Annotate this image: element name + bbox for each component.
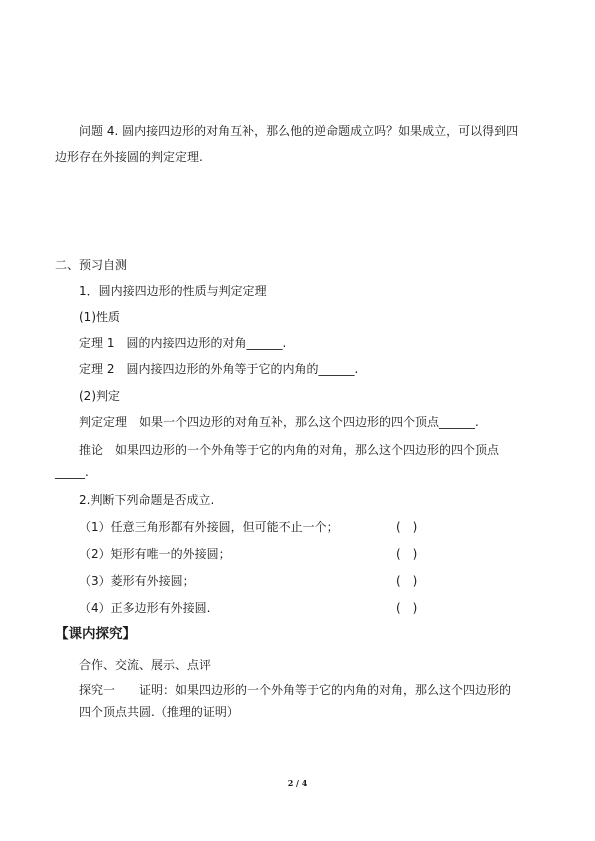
judgment-item: （1）任意三角形都有外接圆，但可能不止一个；	[79, 520, 339, 534]
judge-theorem: 判定定理 如果一个四边形的对角互补，那么这个四边形的四个顶点______.	[79, 415, 479, 429]
judgment-item: （2）矩形有唯一的外接圆；	[79, 547, 231, 561]
question-4-line-2: 边形存在外接圆的判定定理.	[55, 150, 203, 164]
judgment-item: （3）菱形有外接圆；	[79, 574, 195, 588]
judgment-mark: ( )	[396, 574, 418, 588]
explore-line-1: 探究一 证明：如果四边形的一个外角等于它的内角的对角，那么这个四边形的	[79, 683, 512, 697]
corollary-line-2: _____.	[55, 465, 89, 479]
corollary-line-1: 推论 如果四边形的一个外角等于它的内角的对角，那么这个四边形的四个顶点	[79, 443, 500, 457]
judgment-mark: ( )	[396, 520, 418, 534]
question-4-line-1: 问题 4. 圆内接四边形的对角互补，那么他的逆命题成立吗？如果成立，可以得到四	[79, 124, 519, 138]
page-number: 2 / 4	[287, 778, 308, 788]
explore-heading: 【课内探究】	[55, 626, 136, 642]
explore-subtitle: 合作、交流、展示、点评	[79, 658, 212, 672]
judgment-mark: ( )	[396, 547, 418, 561]
property-label: (1)性质	[79, 310, 120, 324]
judgment-mark: ( )	[396, 601, 418, 615]
judge-label: (2)判定	[79, 389, 120, 403]
preview-item-2: 2.判断下列命题是否成立.	[79, 493, 215, 507]
preview-heading: 二、预习自测	[55, 258, 128, 272]
theorem-1: 定理 1 圆的内接四边形的对角______.	[79, 336, 287, 350]
theorem-2: 定理 2 圆内接四边形的外角等于它的内角的______.	[79, 362, 359, 376]
judgment-item: （4）正多边形有外接圆.	[79, 601, 211, 615]
explore-line-2: 四个顶点共圆.（推理的证明）	[79, 705, 239, 719]
preview-item-1: 1．圆内接四边形的性质与判定定理	[79, 284, 267, 298]
